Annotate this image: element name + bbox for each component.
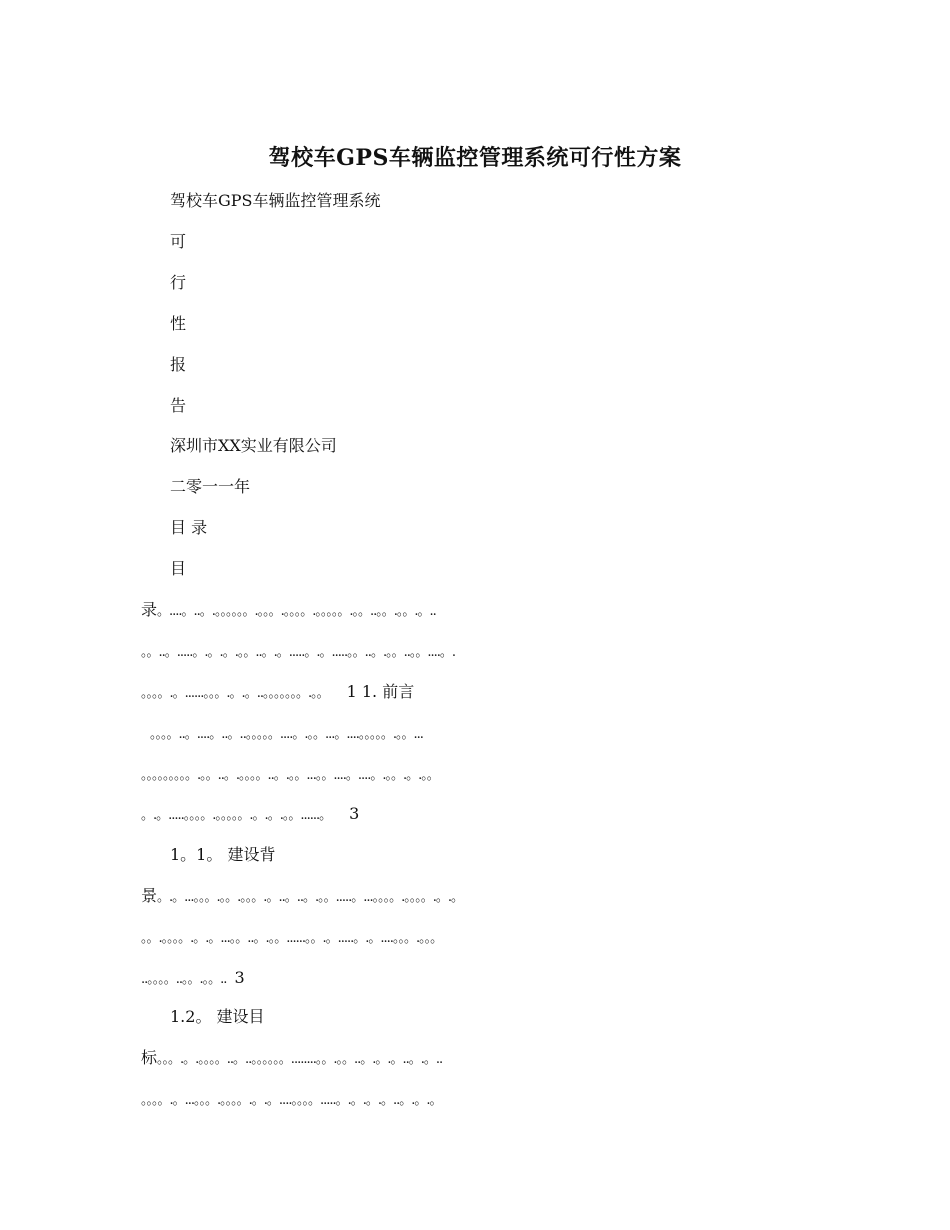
toc-dot-leader: 。。。。.。......。。。.。.。..。。。。。。。.。。 [141,686,329,701]
toc-entry-line [141,599,809,623]
toc-lead-char: 标 [141,1048,158,1067]
toc-entry-heading: 1.2。 建设目 [170,1007,265,1026]
toc-page-number: 1 [346,682,357,701]
toc-entry-line [141,681,809,705]
toc-entry-line [141,1047,809,1071]
cover-char-4: 报 [170,355,187,374]
cover-year: 二零一一年 [170,477,251,496]
toc-dot-leader: 。。。.。.。。。。..。..。。。。。。........。。.。。..。.。.。..。.。.. [157,1052,443,1067]
toc-entry-heading: 1. 前言 [361,682,415,701]
toc-entry-line [141,926,809,950]
toc-page-number: 3 [349,804,360,823]
toc-entry-line [141,1088,809,1112]
toc-entry-heading: 1。1。 建设背 [170,845,276,864]
toc-entry-line [141,640,809,664]
toc-entry-line [141,885,809,909]
toc-dot-leader: 。。..。.....。.。.。.。。..。.。.....。.。.....。。..。.。。..。。....。. [141,645,455,660]
cover-char-5: 告 [170,396,187,415]
toc-dot-leader: 。....。..。.。。。。。。.。。。.。。。。.。。。。。.。。..。。.。。.。.. [157,604,436,619]
cover-char-2: 行 [170,273,187,292]
toc-page-number: 3 [234,968,245,987]
toc-dot-leader: 。。。。。。。。。.。。..。.。。。。..。.。。...。。....。....。.。。.。.。。 [141,768,439,783]
toc-dot-leader: 。.。...。。。.。。.。。。.。..。..。.。。.....。...。。。。.。。。。.。.。 [157,890,464,905]
toc-entry-line [150,722,818,746]
toc-entry-line [141,803,809,827]
toc-dot-leader: 。.。.....。。。。.。。。。。.。.。.。。......。 [141,808,332,823]
cover-company: 深圳市XX实业有限公司 [170,436,337,455]
toc-entry-line [141,763,809,787]
toc-dot-leader: 。。。。.。...。。。.。。。。.。.。....。。。。.....。.。.。.。..。.。.。 [141,1093,442,1108]
toc-entry-label: 目 [170,559,187,578]
toc-lead-char: 录 [141,600,158,619]
document-title: 驾校车GPS车辆监控管理系统可行性方案 [268,145,682,171]
toc-lead-char: 景 [141,886,158,905]
cover-system-name: 驾校车GPS车辆监控管理系统 [170,191,381,210]
toc-entry-line [141,967,809,991]
cover-char-1: 可 [170,232,187,251]
cover-char-3: 性 [170,314,187,333]
toc-heading: 目 录 [170,518,208,537]
toc-dot-leader: 。。.。。。。.。.。...。。..。.。。......。。.。.....。.。....。。。.。。。 [141,931,443,946]
toc-dot-leader: ..。。。。..。。.。。.. [141,972,227,987]
toc-dot-leader: 。。。。..。....。..。..。。。。。....。.。。...。....。。。。。.。。... [150,727,423,742]
